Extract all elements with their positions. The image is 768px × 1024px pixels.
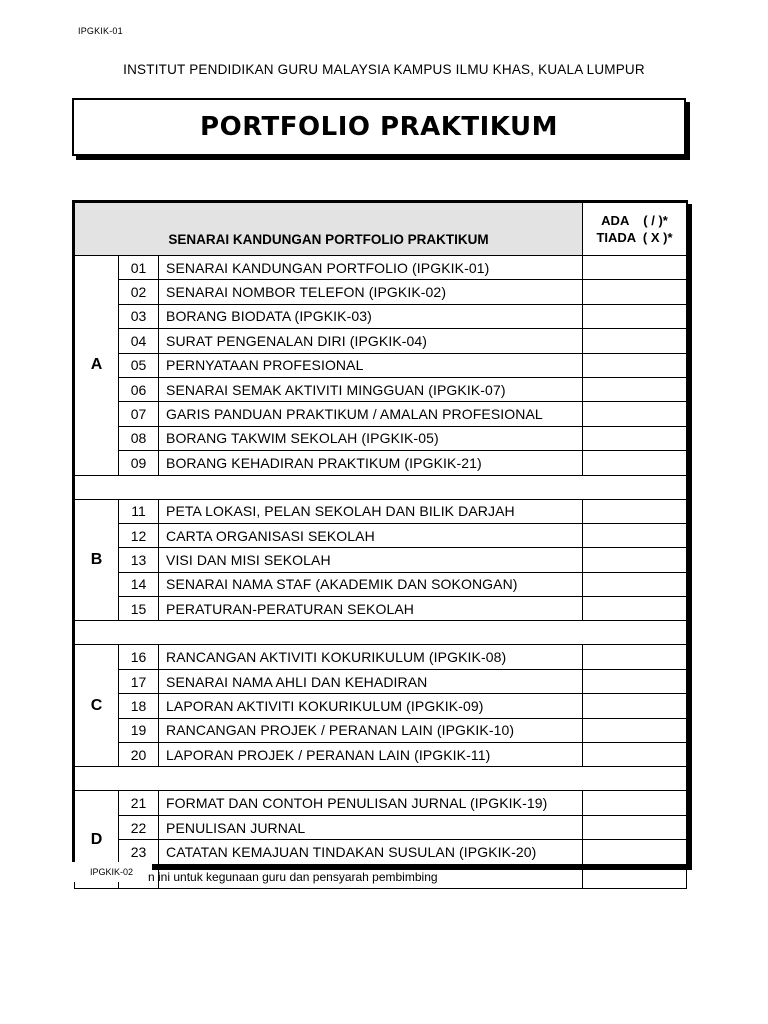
table-row <box>75 280 687 304</box>
item-description: SENARAI NAMA AHLI DAN KEHADIRAN <box>159 669 583 693</box>
section-spacer <box>75 475 687 499</box>
item-number: 02 <box>119 280 159 304</box>
item-number: 07 <box>119 402 159 426</box>
status-check-cell[interactable] <box>583 523 687 547</box>
item-number: 11 <box>119 499 159 523</box>
item-number: 20 <box>119 743 159 767</box>
item-description: PETA LOKASI, PELAN SEKOLAH DAN BILIK DARJAH <box>159 499 583 523</box>
table-header-title: SENARAI KANDUNGAN PORTFOLIO PRAKTIKUM <box>75 203 583 256</box>
item-description: BORANG TAKWIM SEKOLAH (IPGKIK-05) <box>159 426 583 450</box>
table-row <box>75 548 687 572</box>
status-check-cell[interactable] <box>583 548 687 572</box>
status-check-cell[interactable] <box>583 791 687 815</box>
status-check-cell[interactable] <box>583 304 687 328</box>
item-description: CARTA ORGANISASI SEKOLAH <box>159 523 583 547</box>
item-description: PENULISAN JURNAL <box>159 815 583 839</box>
status-check-cell[interactable] <box>583 402 687 426</box>
status-tiada-label: TIADA ( X )* <box>596 230 673 245</box>
status-check-cell[interactable] <box>583 280 687 304</box>
status-check-cell[interactable] <box>583 669 687 693</box>
item-description: SENARAI NAMA STAF (AKADEMIK DAN SOKONGAN) <box>159 572 583 596</box>
item-description: SENARAI NOMBOR TELEFON (IPGKIK-02) <box>159 280 583 304</box>
item-number: 14 <box>119 572 159 596</box>
table-row <box>75 523 687 547</box>
section-spacer-row <box>75 475 687 499</box>
item-number: 19 <box>119 718 159 742</box>
page-title: PORTFOLIO PRAKTIKUM <box>200 112 558 142</box>
item-number: 06 <box>119 377 159 401</box>
section-label: C <box>75 645 119 767</box>
section-label: A <box>75 256 119 476</box>
footnote: n ini untuk kegunaan guru dan pensyarah pembimbing <box>148 870 438 884</box>
item-number: 17 <box>119 669 159 693</box>
status-ada-label: ADA ( / )* <box>601 213 668 228</box>
table-header-status <box>583 203 687 256</box>
item-description: PERATURAN-PERATURAN SEKOLAH <box>159 597 583 621</box>
item-number: 22 <box>119 815 159 839</box>
item-description: FORMAT DAN CONTOH PENULISAN JURNAL (IPGKIK-19) <box>159 791 583 815</box>
status-check-cell[interactable] <box>583 597 687 621</box>
item-description: RANCANGAN PROJEK / PERANAN LAIN (IPGKIK-10) <box>159 718 583 742</box>
status-check-cell[interactable] <box>583 256 687 280</box>
table-body <box>75 256 687 889</box>
item-number: 05 <box>119 353 159 377</box>
item-number: 12 <box>119 523 159 547</box>
section-spacer-row <box>75 767 687 791</box>
status-check-cell[interactable] <box>583 815 687 839</box>
status-check-cell[interactable] <box>583 499 687 523</box>
table-row <box>75 426 687 450</box>
table-row <box>75 377 687 401</box>
item-number: 13 <box>119 548 159 572</box>
status-check-cell[interactable] <box>583 572 687 596</box>
table-row <box>75 597 687 621</box>
status-check-cell[interactable] <box>583 451 687 475</box>
item-number: 08 <box>119 426 159 450</box>
table-row <box>75 645 687 669</box>
status-check-cell[interactable] <box>583 426 687 450</box>
item-description: BORANG BIODATA (IPGKIK-03) <box>159 304 583 328</box>
table-row <box>75 791 687 815</box>
item-description: LAPORAN AKTIVITI KOKURIKULUM (IPGKIK-09) <box>159 694 583 718</box>
status-check-cell[interactable] <box>583 645 687 669</box>
contents-table-frame <box>72 200 688 866</box>
table-row <box>75 402 687 426</box>
item-number: 16 <box>119 645 159 669</box>
item-number: 18 <box>119 694 159 718</box>
item-number: 01 <box>119 256 159 280</box>
status-check-cell[interactable] <box>583 743 687 767</box>
table-row <box>75 669 687 693</box>
status-check-cell[interactable] <box>583 840 687 864</box>
table-row <box>75 499 687 523</box>
item-description: VISI DAN MISI SEKOLAH <box>159 548 583 572</box>
item-number: 09 <box>119 451 159 475</box>
item-number: 23 <box>119 840 159 864</box>
section-label: D <box>75 791 119 889</box>
table-row <box>75 743 687 767</box>
item-description: RANCANGAN AKTIVITI KOKURIKULUM (IPGKIK-08) <box>159 645 583 669</box>
item-description: GARIS PANDUAN PRAKTIKUM / AMALAN PROFESIONAL <box>159 402 583 426</box>
table-row <box>75 718 687 742</box>
section-spacer-row <box>75 621 687 645</box>
section-spacer <box>75 767 687 791</box>
item-description: LAPORAN PROJEK / PERANAN LAIN (IPGKIK-11) <box>159 743 583 767</box>
footer-code: IPGKIK-02 <box>72 862 152 882</box>
item-description: PERNYATAAN PROFESIONAL <box>159 353 583 377</box>
table-row <box>75 815 687 839</box>
section-label: B <box>75 499 119 621</box>
item-number: 21 <box>119 791 159 815</box>
table-row <box>75 304 687 328</box>
item-description: SENARAI KANDUNGAN PORTFOLIO (IPGKIK-01) <box>159 256 583 280</box>
item-description: CATATAN KEMAJUAN TINDAKAN SUSULAN (IPGKIK-20) <box>159 840 583 864</box>
item-number: 03 <box>119 304 159 328</box>
item-number: 04 <box>119 329 159 353</box>
status-check-cell[interactable] <box>583 864 687 888</box>
table-row <box>75 329 687 353</box>
table-row <box>75 694 687 718</box>
status-check-cell[interactable] <box>583 377 687 401</box>
table-row <box>75 353 687 377</box>
table-row <box>75 840 687 864</box>
table-row <box>75 256 687 280</box>
document-code: IPGKIK-01 <box>78 26 123 36</box>
status-check-cell[interactable] <box>583 718 687 742</box>
contents-table <box>74 202 687 889</box>
item-description: BORANG KEHADIRAN PRAKTIKUM (IPGKIK-21) <box>159 451 583 475</box>
item-description: SENARAI SEMAK AKTIVITI MINGGUAN (IPGKIK-07) <box>159 377 583 401</box>
title-box <box>72 98 686 156</box>
section-spacer <box>75 621 687 645</box>
status-check-cell[interactable] <box>583 353 687 377</box>
status-check-cell[interactable] <box>583 694 687 718</box>
institute-name: INSTITUT PENDIDIKAN GURU MALAYSIA KAMPUS ILMU KHAS, KUALA LUMPUR <box>123 62 645 77</box>
item-number: 15 <box>119 597 159 621</box>
table-row <box>75 572 687 596</box>
table-row <box>75 451 687 475</box>
status-check-cell[interactable] <box>583 329 687 353</box>
item-description: SURAT PENGENALAN DIRI (IPGKIK-04) <box>159 329 583 353</box>
